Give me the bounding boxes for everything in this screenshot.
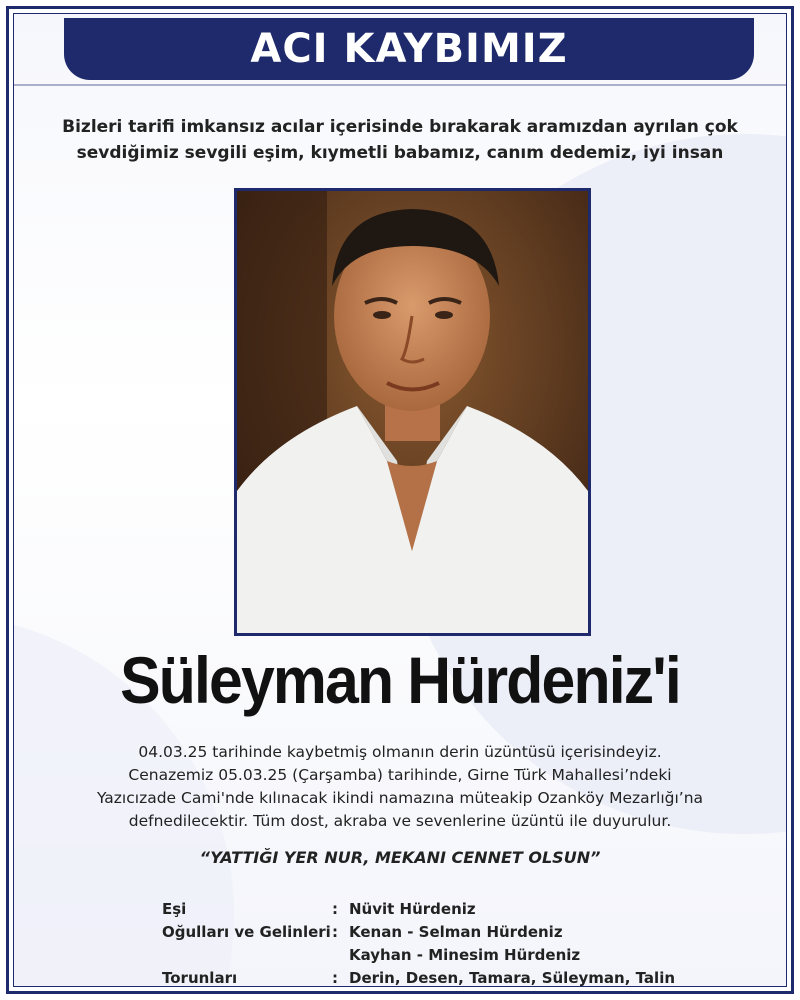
notice-frame: [6, 6, 794, 994]
memorial-quote: “YATTIĞI YER NUR, MEKANI CENNET OLSUN”: [199, 848, 601, 867]
family-separator: :: [332, 923, 338, 941]
family-label: [162, 944, 332, 967]
announcement-line: Yazıcızade Cami'nde kılınacak ikindi namazına müteakip Ozanköy Mezarlığı’na: [96, 789, 704, 807]
family-label: Oğulları ve Gelinleri: [162, 923, 331, 941]
family-label: Eşi: [162, 900, 187, 918]
intro-text: [54, 114, 746, 166]
family-separator-blank: [332, 944, 349, 967]
intro-line: sevdiğimiz sevgili eşim, kıymetli babamız, canım dedemiz, iyi insan: [76, 143, 724, 163]
family-row-grandchildren: [162, 967, 682, 987]
family-value: Kayhan - Minesim Hürdeniz: [349, 946, 581, 964]
family-separator: :: [332, 900, 338, 918]
header-rule: [14, 84, 786, 86]
family-separator: :: [332, 969, 338, 987]
family-value: Nüvit Hürdeniz: [349, 900, 476, 918]
family-list: [162, 898, 682, 987]
family-value: Derin, Desen, Tamara, Süleyman, Talin: [349, 969, 676, 987]
announcement-line: Cenazemiz 05.03.25 (Çarşamba) tarihinde, Girne Türk Mahallesi’ndeki: [128, 766, 672, 784]
family-row-sons-continued: [162, 944, 682, 967]
portrait-illustration: [237, 191, 588, 633]
announcement-line: defnedilecektir. Tüm dost, akraba ve sevenlerine üzüntü ile duyurulur.: [128, 812, 672, 830]
deceased-name: Süleyman Hürdeniz'i: [120, 643, 680, 717]
notice-title: ACI KAYBIMIZ: [250, 26, 568, 72]
intro-line: Bizleri tarifi imkansız acılar içerisinde bırakarak aramızdan ayrılan çok: [62, 117, 738, 137]
family-row-sons: [162, 921, 682, 944]
notice-inner-border: [13, 13, 787, 987]
header-banner: [64, 18, 754, 80]
portrait-photo: [234, 188, 591, 636]
family-label: Torunları: [162, 969, 238, 987]
announcement-line: 04.03.25 tarihinde kaybetmiş olmanın derin üzüntüsü içerisindeyiz.: [138, 743, 662, 761]
family-value: Kenan - Selman Hürdeniz: [349, 923, 563, 941]
announcement-text: [74, 741, 726, 833]
family-row-spouse: [162, 898, 682, 921]
